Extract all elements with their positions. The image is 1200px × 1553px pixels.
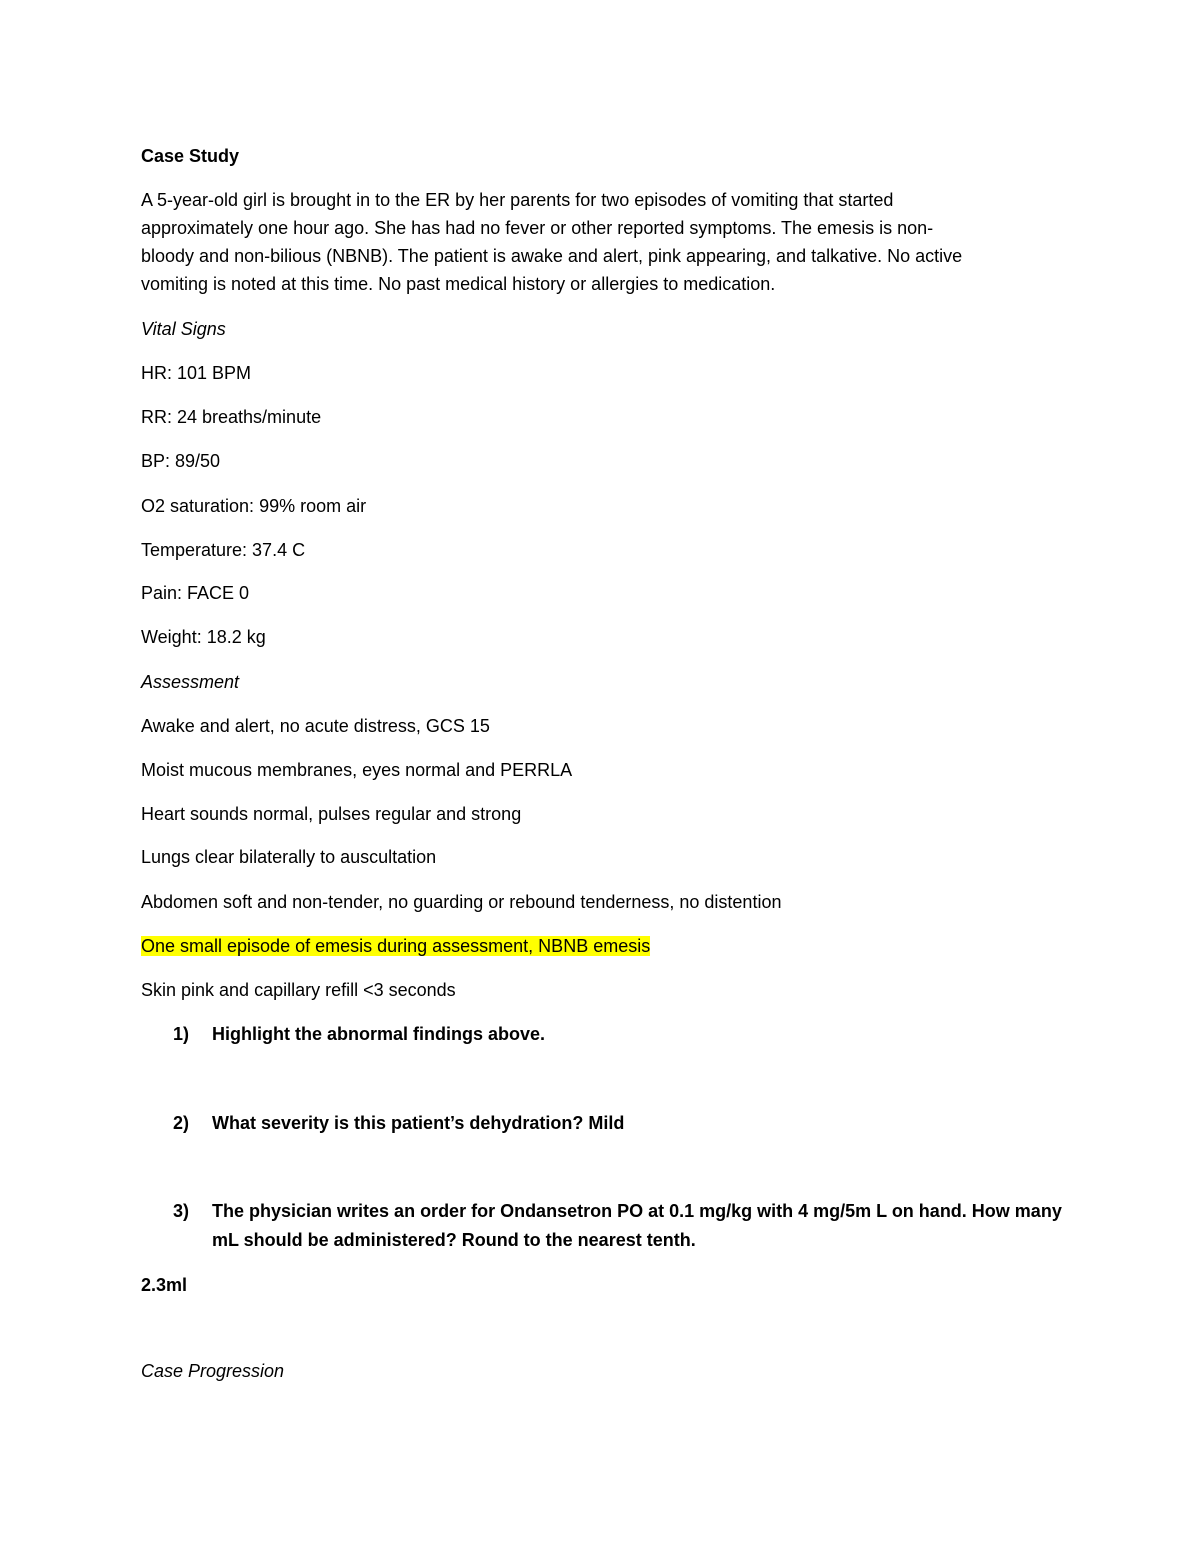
question-text: Highlight the abnormal findings above. (212, 1024, 546, 1044)
vital-sign-weight: Weight: 18.2 kg (141, 627, 266, 647)
vital-signs-heading: Vital Signs (141, 319, 226, 339)
vital-sign-rr: RR: 24 breaths/minute (141, 407, 322, 427)
question-text: What severity is this patient’s dehydration? Mild (212, 1113, 625, 1133)
document-title: Case Study (141, 146, 240, 166)
question-number: 1) (173, 1024, 190, 1044)
question-number: 3) (173, 1201, 190, 1221)
vital-sign-hr: HR: 101 BPM (141, 363, 252, 383)
question-number: 2) (173, 1113, 190, 1133)
assessment-item-highlighted (141, 932, 650, 960)
intro-line: A 5-year-old girl is brought in to the ER by her parents for two episodes of vomiting that started (141, 190, 894, 210)
vital-sign-o2: O2 saturation: 99% room air (141, 496, 367, 516)
vital-sign-pain: Pain: FACE 0 (141, 583, 250, 603)
assessment-item: Abdomen soft and non-tender, no guarding or rebound tenderness, no distention (141, 892, 782, 912)
assessment-item: Heart sounds normal, pulses regular and strong (141, 804, 522, 824)
case-progression-heading: Case Progression (141, 1361, 285, 1381)
vital-sign-temperature: Temperature: 37.4 C (141, 540, 306, 560)
intro-line: vomiting is noted at this time. No past medical history or allergies to medication. (141, 274, 776, 294)
assessment-item: Moist mucous membranes, eyes normal and PERRLA (141, 760, 573, 780)
assessment-heading: Assessment (141, 672, 240, 692)
answer-text: 2.3ml (141, 1275, 188, 1295)
assessment-item: Awake and alert, no acute distress, GCS 15 (141, 716, 490, 736)
highlight-mark: One small episode of emesis during assessment, NBNB emesis (141, 936, 651, 956)
intro-line: approximately one hour ago. She has had no fever or other reported symptoms. The emesis is non- (141, 218, 934, 238)
assessment-item: Lungs clear bilaterally to auscultation (141, 847, 437, 867)
vital-sign-bp: BP: 89/50 (141, 451, 221, 471)
assessment-item: Skin pink and capillary refill <3 seconds (141, 980, 456, 1000)
question-text: The physician writes an order for Ondansetron PO at 0.1 mg/kg with 4 mg/5m L on hand. How many mL should be administered? Round to the nearest tenth. (212, 1201, 1062, 1250)
intro-line: bloody and non-bilious (NBNB). The patient is awake and alert, pink appearing, and talkative. No active (141, 246, 963, 266)
